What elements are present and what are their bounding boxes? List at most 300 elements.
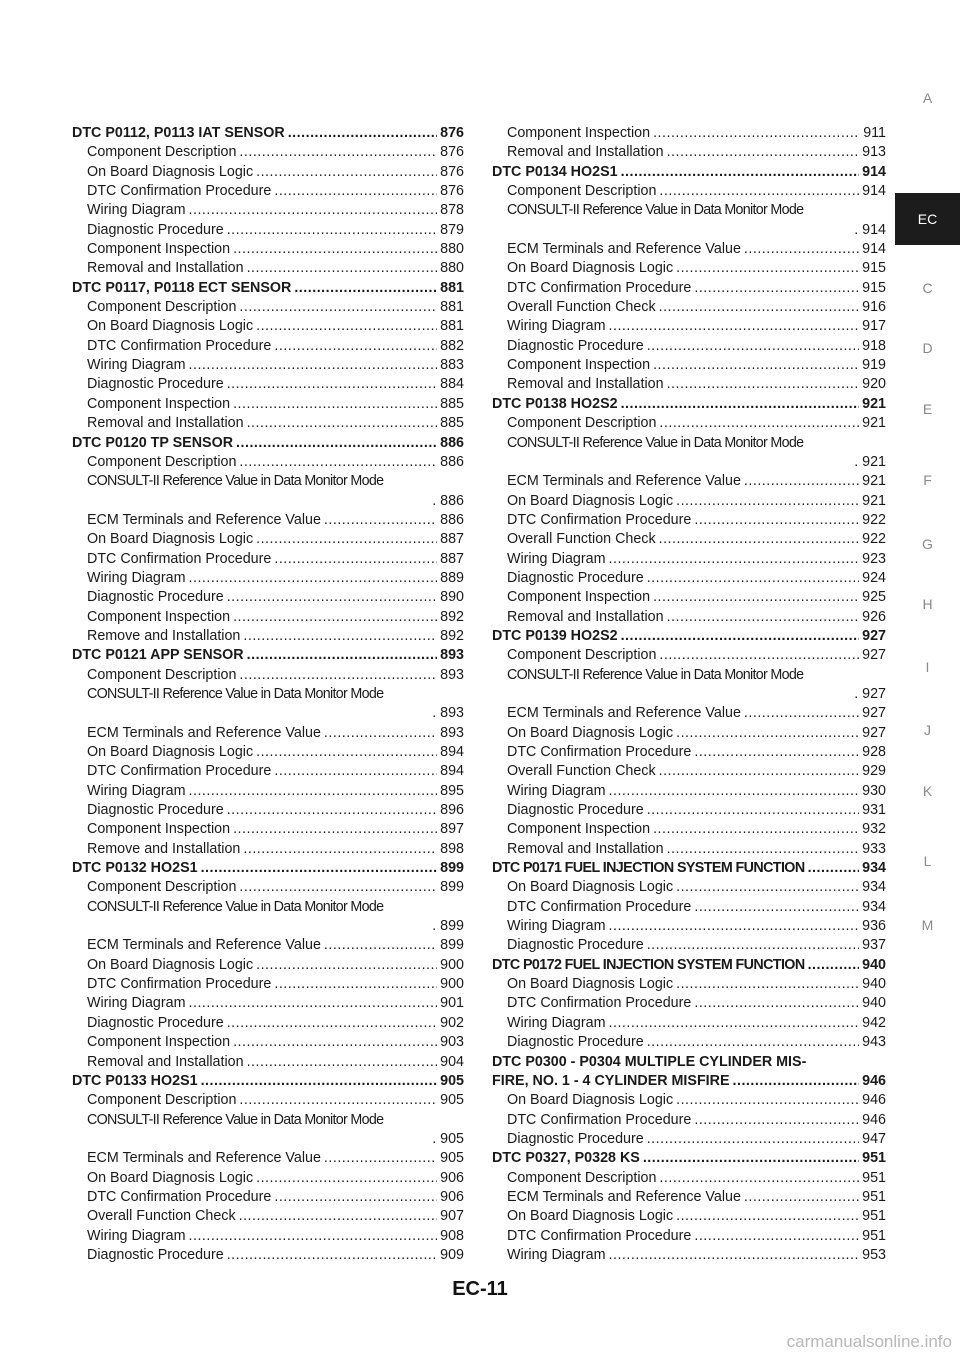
toc-entry-page: 903 bbox=[440, 1034, 464, 1051]
toc-entry-label: Component Description bbox=[87, 1092, 237, 1109]
section-tab-e[interactable]: E bbox=[922, 401, 933, 417]
dot-leader bbox=[233, 240, 437, 259]
toc-entry[interactable] bbox=[492, 1169, 886, 1188]
toc-entry-page: 927 bbox=[862, 647, 886, 664]
toc-entry-page: 933 bbox=[862, 840, 886, 857]
toc-entry-page: 951 bbox=[862, 1227, 886, 1244]
toc-entry[interactable] bbox=[492, 820, 886, 839]
toc-entry[interactable] bbox=[72, 511, 464, 530]
toc-entry-page: 887 bbox=[440, 531, 464, 548]
toc-entry[interactable] bbox=[492, 298, 886, 317]
toc-entry-page: 914 bbox=[862, 241, 886, 258]
toc-section-heading[interactable] bbox=[72, 1072, 464, 1091]
toc-entry-label: CONSULT-II Reference Value in Data Monitor Mode bbox=[87, 1111, 384, 1128]
dot-leader bbox=[256, 956, 437, 975]
dot-leader bbox=[808, 956, 860, 975]
toc-entry-label: On Board Diagnosis Logic bbox=[87, 531, 254, 548]
toc-entry[interactable] bbox=[72, 782, 464, 801]
toc-entry[interactable] bbox=[492, 994, 886, 1013]
section-tab-k[interactable]: K bbox=[922, 783, 933, 799]
dot-leader bbox=[647, 936, 859, 955]
toc-entry[interactable] bbox=[492, 240, 886, 259]
toc-entry-page: 929 bbox=[862, 763, 886, 780]
dot-leader bbox=[233, 820, 437, 839]
toc-entry-page: 916 bbox=[862, 299, 886, 316]
toc-entry-page: 909 bbox=[440, 1246, 464, 1263]
dot-leader bbox=[694, 1227, 859, 1246]
toc-entry[interactable] bbox=[72, 569, 464, 588]
toc-entry-label: Diagnostic Procedure bbox=[87, 221, 224, 238]
toc-entry[interactable] bbox=[492, 801, 886, 820]
toc-entry-page: 936 bbox=[862, 918, 886, 935]
toc-entry-page: . 899 bbox=[432, 918, 464, 935]
toc-section-heading[interactable] bbox=[492, 1053, 886, 1092]
dot-leader bbox=[201, 1072, 438, 1091]
toc-entry-label: DTC P0171 FUEL INJECTION SYSTEM FUNCTION bbox=[492, 860, 805, 877]
toc-entry[interactable] bbox=[492, 782, 886, 801]
toc-entry-page: 889 bbox=[440, 569, 464, 586]
toc-section-heading[interactable] bbox=[492, 1149, 886, 1168]
dot-leader bbox=[274, 550, 437, 569]
dot-leader bbox=[239, 143, 437, 162]
dot-leader bbox=[647, 569, 859, 588]
toc-entry-label: Component Description bbox=[507, 415, 657, 432]
toc-entry-label: Remove and Installation bbox=[87, 627, 241, 644]
toc-entry-page: 880 bbox=[440, 260, 464, 277]
toc-entry[interactable] bbox=[492, 1033, 886, 1052]
section-tab-f[interactable]: F bbox=[923, 472, 932, 488]
toc-section-heading[interactable] bbox=[72, 434, 464, 453]
toc-entry[interactable] bbox=[492, 743, 886, 762]
dot-leader bbox=[247, 646, 438, 665]
toc-entry-label: DTC P0133 HO2S1 bbox=[72, 1072, 198, 1089]
toc-entry[interactable] bbox=[492, 530, 886, 549]
toc-entry[interactable] bbox=[72, 530, 464, 549]
dot-leader bbox=[324, 724, 437, 743]
toc-entry-label: DTC P0139 HO2S2 bbox=[492, 627, 618, 644]
dot-leader bbox=[227, 801, 437, 820]
toc-entry[interactable] bbox=[72, 259, 464, 278]
toc-entry[interactable] bbox=[72, 550, 464, 569]
dot-leader bbox=[247, 1053, 438, 1072]
toc-entry[interactable] bbox=[492, 375, 886, 394]
toc-entry-label: Diagnostic Procedure bbox=[507, 569, 644, 586]
toc-entry-label: DTC P0121 APP SENSOR bbox=[72, 647, 244, 664]
toc-entry-label: DTC P0172 FUEL INJECTION SYSTEM FUNCTION bbox=[492, 956, 805, 973]
section-tab-g[interactable]: G bbox=[922, 536, 933, 552]
toc-section-heading[interactable] bbox=[492, 956, 886, 975]
toc-entry[interactable] bbox=[72, 356, 464, 375]
watermark: carmanualsonline.info bbox=[786, 1332, 952, 1351]
dot-leader bbox=[256, 530, 437, 549]
toc-entry-label: Component Inspection bbox=[87, 608, 231, 625]
dot-leader bbox=[233, 395, 437, 414]
toc-entry[interactable] bbox=[72, 1014, 464, 1033]
dot-leader bbox=[274, 762, 437, 781]
toc-entry-label: ECM Terminals and Reference Value bbox=[87, 724, 321, 741]
dot-leader bbox=[227, 1014, 437, 1033]
toc-entry[interactable] bbox=[72, 221, 464, 240]
toc-entry-label: Diagnostic Procedure bbox=[87, 376, 224, 393]
toc-entry-page: 900 bbox=[440, 956, 464, 973]
toc-entry[interactable] bbox=[492, 840, 886, 859]
dot-leader bbox=[239, 298, 437, 317]
toc-entry-label: DTC Confirmation Procedure bbox=[507, 1111, 692, 1128]
dot-leader bbox=[659, 762, 860, 781]
toc-entry-page: 904 bbox=[440, 1053, 464, 1070]
toc-section-heading[interactable] bbox=[492, 627, 886, 646]
toc-entry[interactable] bbox=[492, 337, 886, 356]
toc-entry[interactable] bbox=[492, 317, 886, 336]
toc-entry-page: 905 bbox=[440, 1150, 464, 1167]
toc-entry[interactable] bbox=[492, 143, 886, 162]
toc-entry-page: 890 bbox=[440, 589, 464, 606]
toc-entry[interactable] bbox=[72, 588, 464, 607]
toc-entry-label: Removal and Installation bbox=[507, 840, 664, 857]
dot-leader bbox=[676, 878, 859, 897]
dot-leader bbox=[609, 1014, 860, 1033]
toc-entry[interactable] bbox=[492, 182, 886, 201]
toc-entry-label: Remove and Installation bbox=[87, 840, 241, 857]
toc-section-heading[interactable] bbox=[72, 859, 464, 878]
dot-leader bbox=[189, 569, 438, 588]
toc-entry[interactable] bbox=[72, 472, 464, 511]
toc-entry-page: 878 bbox=[440, 202, 464, 219]
toc-entry[interactable] bbox=[72, 1149, 464, 1168]
dot-leader bbox=[243, 840, 437, 859]
toc-entry[interactable] bbox=[72, 298, 464, 317]
toc-section-heading[interactable] bbox=[492, 395, 886, 414]
toc-entry[interactable] bbox=[492, 704, 886, 723]
section-tab-h[interactable]: H bbox=[922, 596, 933, 612]
toc-entry-label: Wiring Diagram bbox=[507, 782, 606, 799]
toc-entry-page: 913 bbox=[862, 144, 886, 161]
toc-entry-page: 951 bbox=[862, 1188, 886, 1205]
toc-entry-page: 953 bbox=[862, 1246, 886, 1263]
dot-leader bbox=[274, 182, 437, 201]
toc-entry[interactable] bbox=[72, 975, 464, 994]
toc-entry[interactable] bbox=[492, 588, 886, 607]
toc-entry-label: CONSULT-II Reference Value in Data Monitor Mode bbox=[87, 473, 384, 490]
toc-entry[interactable] bbox=[72, 1188, 464, 1207]
dot-leader bbox=[659, 414, 859, 433]
toc-entry[interactable] bbox=[492, 279, 886, 298]
toc-entry-label: CONSULT-II Reference Value in Data Monitor Mode bbox=[507, 202, 804, 219]
toc-section-heading[interactable] bbox=[72, 124, 464, 143]
toc-entry-page: 901 bbox=[440, 995, 464, 1012]
toc-entry-label: Diagnostic Procedure bbox=[87, 802, 224, 819]
dot-leader bbox=[189, 356, 438, 375]
toc-entry-page: 914 bbox=[862, 183, 886, 200]
toc-entry-label: Component Description bbox=[507, 647, 657, 664]
toc-entry-label: Removal and Installation bbox=[87, 260, 244, 277]
toc-entry[interactable] bbox=[72, 395, 464, 414]
toc-entry-label: Overall Function Check bbox=[507, 531, 656, 548]
toc-entry[interactable] bbox=[72, 1111, 464, 1150]
toc-entry[interactable] bbox=[492, 1227, 886, 1246]
toc-entry-page: 906 bbox=[440, 1169, 464, 1186]
dot-leader bbox=[609, 782, 860, 801]
toc-entry[interactable] bbox=[72, 840, 464, 859]
toc-entry-page: 924 bbox=[862, 569, 886, 586]
toc-entry[interactable] bbox=[492, 762, 886, 781]
toc-entry[interactable] bbox=[492, 259, 886, 278]
page-number: EC-11 bbox=[452, 1278, 508, 1300]
toc-entry-page: 900 bbox=[440, 976, 464, 993]
toc-section-heading[interactable] bbox=[492, 163, 886, 182]
dot-leader bbox=[733, 1072, 860, 1091]
toc-entry-label: Wiring Diagram bbox=[87, 995, 186, 1012]
toc-entry-label: DTC Confirmation Procedure bbox=[87, 337, 272, 354]
dot-leader bbox=[243, 627, 437, 646]
toc-list-left bbox=[72, 124, 464, 1265]
dot-leader bbox=[288, 124, 437, 143]
dot-leader bbox=[744, 704, 859, 723]
dot-leader bbox=[676, 492, 859, 511]
toc-entry[interactable] bbox=[492, 936, 886, 955]
toc-entry-label: On Board Diagnosis Logic bbox=[507, 260, 674, 277]
toc-entry[interactable] bbox=[492, 724, 886, 743]
toc-entry[interactable] bbox=[72, 801, 464, 820]
toc-entry[interactable] bbox=[72, 240, 464, 259]
toc-entry-page: 946 bbox=[862, 1111, 886, 1128]
toc-entry-label: Component Description bbox=[87, 299, 237, 316]
toc-entry-page: 918 bbox=[862, 337, 886, 354]
toc-entry-page: 876 bbox=[440, 163, 464, 180]
toc-entry-label: CONSULT-II Reference Value in Data Monitor Mode bbox=[87, 898, 384, 915]
toc-entry-page: 940 bbox=[862, 995, 886, 1012]
toc-entry-label: On Board Diagnosis Logic bbox=[87, 956, 254, 973]
dot-leader bbox=[247, 414, 438, 433]
toc-entry[interactable] bbox=[492, 1091, 886, 1110]
toc-entry[interactable] bbox=[72, 743, 464, 762]
toc-entry-label: DTC Confirmation Procedure bbox=[507, 511, 692, 528]
toc-entry[interactable] bbox=[72, 956, 464, 975]
toc-entry[interactable] bbox=[72, 1207, 464, 1226]
toc-entry-page: 915 bbox=[862, 279, 886, 296]
dot-leader bbox=[676, 975, 859, 994]
toc-entry-page: 927 bbox=[862, 724, 886, 741]
toc-entry-label: DTC P0112, P0113 IAT SENSOR bbox=[72, 125, 285, 141]
toc-entry-page: 886 bbox=[440, 453, 464, 470]
toc-entry-label: DTC P0117, P0118 ECT SENSOR bbox=[72, 279, 292, 296]
toc-entry-label: ECM Terminals and Reference Value bbox=[507, 473, 741, 490]
toc-entry[interactable] bbox=[72, 608, 464, 627]
toc-entry[interactable] bbox=[72, 182, 464, 201]
toc-entry-label: DTC Confirmation Procedure bbox=[507, 995, 692, 1012]
dot-leader bbox=[294, 279, 437, 298]
toc-entry[interactable] bbox=[492, 1188, 886, 1207]
toc-entry-page: 898 bbox=[440, 840, 464, 857]
toc-entry-label: Diagnostic Procedure bbox=[507, 337, 644, 354]
toc-entry-page: 894 bbox=[440, 763, 464, 780]
toc-entry-label: CONSULT-II Reference Value in Data Monitor Mode bbox=[87, 685, 384, 702]
toc-entry-label: Overall Function Check bbox=[87, 1208, 236, 1225]
toc-entry[interactable] bbox=[492, 434, 886, 473]
toc-entry[interactable] bbox=[492, 550, 886, 569]
toc-entry-label: Component Inspection bbox=[507, 821, 651, 838]
toc-section-heading[interactable] bbox=[72, 279, 464, 298]
toc-entry[interactable] bbox=[72, 1246, 464, 1265]
toc-entry-label: DTC Confirmation Procedure bbox=[507, 898, 692, 915]
toc-entry-label: Diagnostic Procedure bbox=[507, 802, 644, 819]
toc-entry-label: DTC Confirmation Procedure bbox=[507, 1227, 692, 1244]
toc-entry-page: 927 bbox=[862, 705, 886, 722]
section-tab-c[interactable]: C bbox=[922, 280, 933, 296]
toc-entry[interactable] bbox=[72, 685, 464, 724]
toc-entry-label: Removal and Installation bbox=[507, 608, 664, 625]
toc-entry[interactable] bbox=[72, 414, 464, 433]
toc-entry[interactable] bbox=[492, 569, 886, 588]
toc-entry[interactable] bbox=[72, 762, 464, 781]
dot-leader bbox=[227, 375, 437, 394]
section-index-tabs bbox=[895, 0, 960, 1358]
toc-entry-label-continued: FIRE, NO. 1 - 4 CYLINDER MISFIRE bbox=[492, 1072, 730, 1089]
toc-entry-page: 892 bbox=[440, 627, 464, 644]
toc-entry-page: 940 bbox=[862, 976, 886, 993]
toc-entry-label: Component Inspection bbox=[87, 1034, 231, 1051]
toc-entry-page: 876 bbox=[440, 144, 464, 161]
toc-entry[interactable] bbox=[492, 356, 886, 375]
toc-entry-page: 920 bbox=[862, 376, 886, 393]
toc-right-column bbox=[492, 124, 886, 1265]
toc-entry[interactable] bbox=[492, 898, 886, 917]
section-tab-ec[interactable]: EC bbox=[895, 193, 960, 245]
toc-entry[interactable] bbox=[72, 666, 464, 685]
toc-entry-page: 881 bbox=[440, 279, 464, 296]
toc-entry[interactable] bbox=[492, 646, 886, 665]
toc-entry[interactable] bbox=[492, 1246, 886, 1265]
dot-leader bbox=[647, 1033, 859, 1052]
dot-leader bbox=[744, 472, 859, 491]
toc-entry-label: On Board Diagnosis Logic bbox=[507, 724, 674, 741]
section-tab-m[interactable]: M bbox=[921, 917, 934, 933]
toc-entry[interactable] bbox=[492, 414, 886, 433]
toc-entry[interactable] bbox=[72, 1091, 464, 1110]
toc-entry-label: Wiring Diagram bbox=[87, 357, 186, 374]
toc-entry[interactable] bbox=[72, 375, 464, 394]
toc-entry-label: On Board Diagnosis Logic bbox=[87, 744, 254, 760]
toc-entry-page: 880 bbox=[440, 241, 464, 258]
dot-leader bbox=[667, 143, 860, 162]
toc-entry-page: 876 bbox=[440, 125, 464, 141]
toc-entry[interactable] bbox=[492, 492, 886, 511]
dot-leader bbox=[659, 1169, 859, 1188]
toc-entry-label: Overall Function Check bbox=[507, 299, 656, 316]
toc-section-heading[interactable] bbox=[492, 859, 886, 878]
toc-entry-label-line2 bbox=[492, 1072, 886, 1091]
toc-entry[interactable] bbox=[72, 820, 464, 839]
toc-entry[interactable] bbox=[492, 1111, 886, 1130]
toc-entry-label: Removal and Installation bbox=[507, 144, 664, 161]
toc-section-heading[interactable] bbox=[72, 646, 464, 665]
toc-entry-label: Component Description bbox=[507, 1169, 657, 1186]
toc-entry-page: 915 bbox=[862, 260, 886, 277]
toc-entry-label: Component Description bbox=[87, 879, 237, 896]
toc-entry-label: Component Inspection bbox=[87, 821, 231, 838]
toc-entry-label: On Board Diagnosis Logic bbox=[507, 1092, 674, 1109]
section-tab-i[interactable]: I bbox=[925, 659, 930, 675]
toc-entry-page: 947 bbox=[862, 1130, 886, 1147]
toc-entry[interactable] bbox=[72, 1169, 464, 1188]
toc-entry-page: 922 bbox=[862, 511, 886, 528]
toc-entry[interactable] bbox=[72, 1227, 464, 1246]
toc-entry-page: 923 bbox=[862, 550, 886, 567]
toc-entry[interactable] bbox=[492, 975, 886, 994]
dot-leader bbox=[324, 511, 437, 530]
toc-entry[interactable] bbox=[72, 627, 464, 646]
toc-entry[interactable] bbox=[72, 201, 464, 220]
dot-leader bbox=[201, 859, 438, 878]
toc-entry[interactable] bbox=[72, 936, 464, 955]
toc-entry[interactable] bbox=[492, 1207, 886, 1226]
toc-entry[interactable] bbox=[72, 724, 464, 743]
toc-entry[interactable] bbox=[72, 994, 464, 1013]
toc-entry[interactable] bbox=[492, 201, 886, 240]
toc-entry-label: CONSULT-II Reference Value in Data Monitor Mode bbox=[507, 434, 804, 451]
toc-entry[interactable] bbox=[492, 608, 886, 627]
toc-entry-label: Removal and Installation bbox=[87, 415, 244, 432]
toc-entry-page: 899 bbox=[440, 879, 464, 896]
toc-entry-page: . 893 bbox=[432, 705, 464, 722]
toc-entry[interactable] bbox=[492, 1014, 886, 1033]
dot-leader bbox=[676, 1091, 859, 1110]
toc-entry-label: Wiring Diagram bbox=[87, 202, 186, 219]
toc-entry[interactable] bbox=[72, 317, 464, 336]
toc-entry-label: Wiring Diagram bbox=[507, 1014, 606, 1031]
section-tab-d[interactable]: D bbox=[922, 340, 933, 356]
toc-entry[interactable] bbox=[72, 337, 464, 356]
toc-entry-page: 951 bbox=[862, 1208, 886, 1225]
toc-entry[interactable] bbox=[72, 878, 464, 897]
toc-entry-page: . 921 bbox=[854, 453, 886, 470]
toc-entry-page: 942 bbox=[862, 1014, 886, 1031]
dot-leader bbox=[676, 1207, 859, 1226]
dot-leader bbox=[256, 743, 437, 762]
toc-entry[interactable] bbox=[72, 898, 464, 937]
toc-entry[interactable] bbox=[492, 917, 886, 936]
dot-leader bbox=[659, 646, 859, 665]
toc-entry[interactable] bbox=[492, 1130, 886, 1149]
toc-entry-page: 881 bbox=[440, 299, 464, 316]
toc-entry-label: On Board Diagnosis Logic bbox=[507, 492, 674, 509]
toc-entry-label: On Board Diagnosis Logic bbox=[507, 879, 674, 896]
section-tab-a[interactable]: A bbox=[922, 90, 933, 106]
toc-entry[interactable] bbox=[492, 124, 886, 143]
toc-entry-page: 921 bbox=[862, 492, 886, 509]
section-tab-l[interactable]: L bbox=[923, 853, 932, 869]
toc-entry[interactable] bbox=[492, 666, 886, 705]
toc-entry-label: Diagnostic Procedure bbox=[87, 1246, 224, 1263]
dot-leader bbox=[659, 530, 860, 549]
toc-entry-page: 905 bbox=[440, 1092, 464, 1109]
toc-entry[interactable] bbox=[492, 878, 886, 897]
toc-entry-label: On Board Diagnosis Logic bbox=[87, 1169, 254, 1186]
toc-entry[interactable] bbox=[492, 472, 886, 491]
toc-entry[interactable] bbox=[72, 1053, 464, 1072]
toc-entry[interactable] bbox=[72, 453, 464, 472]
section-tab-j[interactable]: J bbox=[924, 722, 931, 738]
toc-entry[interactable] bbox=[72, 163, 464, 182]
toc-entry[interactable] bbox=[72, 143, 464, 162]
toc-entry-page: 943 bbox=[862, 1034, 886, 1051]
toc-entry-page: 884 bbox=[440, 376, 464, 393]
toc-entry[interactable] bbox=[492, 511, 886, 530]
toc-entry-page: 902 bbox=[440, 1014, 464, 1031]
toc-entry[interactable] bbox=[72, 1033, 464, 1052]
toc-entry-page: 946 bbox=[862, 1092, 886, 1109]
dot-leader bbox=[233, 608, 437, 627]
